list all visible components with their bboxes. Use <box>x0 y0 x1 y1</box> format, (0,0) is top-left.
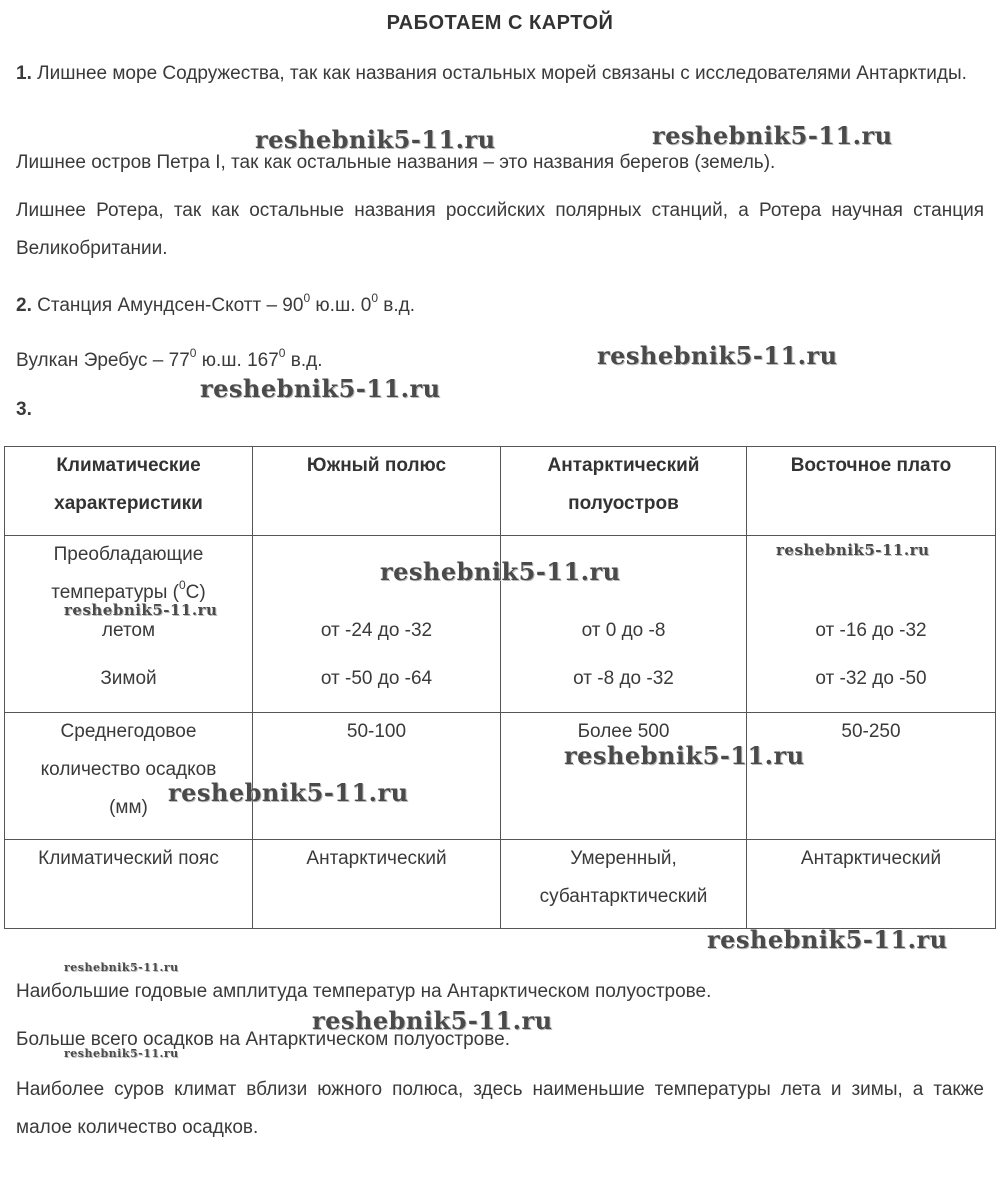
answer-text: ю.ш. 0 <box>310 295 372 316</box>
answer-number: 3. <box>16 399 32 420</box>
answer-3-heading <box>16 391 984 429</box>
answer-1-island: Лишнее остров Петра I, так как остальные названия – это названия берегов (земель). <box>16 152 776 173</box>
cell-text: 50-250 <box>841 721 901 742</box>
cell-text: от -16 до -32 <box>815 620 927 641</box>
watermark: reshebnik5-11.ru <box>64 601 218 619</box>
answer-text: Лишнее море Содружества, так как названия остальных морей связаны с исследователями Антарктиды. <box>37 63 967 84</box>
header-text: Восточное плато <box>790 455 952 476</box>
answer-text: в.д. <box>378 295 416 316</box>
answer-number: 2. <box>16 295 32 316</box>
answer-number: 1. <box>16 63 32 84</box>
conclusion-climate: Наиболее суров климат вблизи южного полюса, здесь наименьшие температуры лета и зимы, а также малое количество осадков. <box>16 1079 984 1138</box>
degree-sup: 0 <box>178 577 186 592</box>
label-belt <box>5 840 253 929</box>
header-text: характеристики <box>54 493 203 514</box>
cell-text: Антарктический <box>800 848 942 869</box>
temp-plateau <box>747 536 996 713</box>
conclusion-amplitude: Наибольшие годовые амплитуда температур на Антарктическом полуострове. <box>16 981 712 1002</box>
cell-text: от -8 до -32 <box>573 668 674 689</box>
cell-text: Антарктический <box>306 848 447 869</box>
belt-peninsula <box>501 840 747 929</box>
table-row-precipitation <box>5 713 996 840</box>
climate-table <box>4 446 996 929</box>
header-text: полуостров <box>568 493 679 514</box>
cell-text: температуры ( <box>51 582 179 603</box>
watermark: reshebnik5-11.ru <box>564 741 805 770</box>
answer-text: ю.ш. 167 <box>196 350 279 371</box>
watermark: reshebnik5-11.ru <box>380 557 621 586</box>
label-temperature <box>5 536 253 713</box>
precip-peninsula <box>501 713 747 840</box>
cell-text: Климатический пояс <box>38 848 219 869</box>
header-text: Климатические <box>56 455 201 476</box>
answer-text: в.д. <box>285 350 323 371</box>
header-south-pole <box>253 447 501 536</box>
header-text: Южный полюс <box>306 455 447 476</box>
watermark: reshebnik5-11.ru <box>168 778 409 807</box>
header-characteristics <box>5 447 253 536</box>
cell-text: количество осадков <box>40 759 217 780</box>
watermark: reshebnik5-11.ru <box>597 341 838 370</box>
conclusion-precipitation: Больше всего осадков на Антарктическом полуострове. <box>16 1029 510 1050</box>
table-header-row <box>5 447 996 536</box>
answer-2-station <box>16 287 984 325</box>
degree-sup: 0 <box>371 290 379 305</box>
precip-south-pole <box>253 713 501 840</box>
watermark: reshebnik5-11.ru <box>64 961 179 974</box>
cell-text: (мм) <box>109 797 148 818</box>
degree-sup: 0 <box>303 290 311 305</box>
watermark: reshebnik5-11.ru <box>200 374 441 403</box>
degree-sup: 0 <box>189 345 197 360</box>
watermark: reshebnik5-11.ru <box>776 541 930 559</box>
answer-1-station: Лишнее Ротера, так как остальные названия российских полярных станций, а Ротера научная станция Великобритании. <box>16 200 984 259</box>
watermark: reshebnik5-11.ru <box>652 121 893 150</box>
header-plateau <box>747 447 996 536</box>
cell-text: Умеренный, <box>570 848 677 869</box>
belt-south-pole <box>253 840 501 929</box>
answer-1-sea <box>16 55 984 93</box>
cell-text: от -32 до -50 <box>815 668 927 689</box>
answer-2-volcano <box>16 342 984 380</box>
page-title: РАБОТАЕМ С КАРТОЙ <box>386 12 614 34</box>
degree-sup: 0 <box>278 345 286 360</box>
cell-text: от -50 до -64 <box>320 668 433 689</box>
cell-text: летом <box>101 620 156 641</box>
label-precipitation <box>5 713 253 840</box>
watermark: reshebnik5-11.ru <box>64 1047 179 1060</box>
cell-text: Преобладающие <box>53 544 204 565</box>
cell-text: от 0 до -8 <box>581 620 666 641</box>
cell-text: от -24 до -32 <box>320 620 433 641</box>
answer-text: Станция Амундсен-Скотт – 90 <box>31 295 304 316</box>
cell-text: Зимой <box>100 668 157 689</box>
cell-text: 50-100 <box>346 721 407 742</box>
header-peninsula <box>501 447 747 536</box>
watermark: reshebnik5-11.ru <box>707 925 948 954</box>
watermark: reshebnik5-11.ru <box>255 125 496 154</box>
header-text: Антарктический <box>547 455 700 476</box>
cell-text: С) <box>185 582 206 603</box>
cell-text: Более 500 <box>577 721 670 742</box>
precip-plateau <box>747 713 996 840</box>
cell-text: субантарктический <box>539 886 708 907</box>
answer-text: Вулкан Эребус – 77 <box>16 350 190 371</box>
table-row-belt <box>5 840 996 929</box>
cell-text: Среднегодовое <box>60 721 197 742</box>
watermark: reshebnik5-11.ru <box>312 1006 553 1035</box>
belt-plateau <box>747 840 996 929</box>
